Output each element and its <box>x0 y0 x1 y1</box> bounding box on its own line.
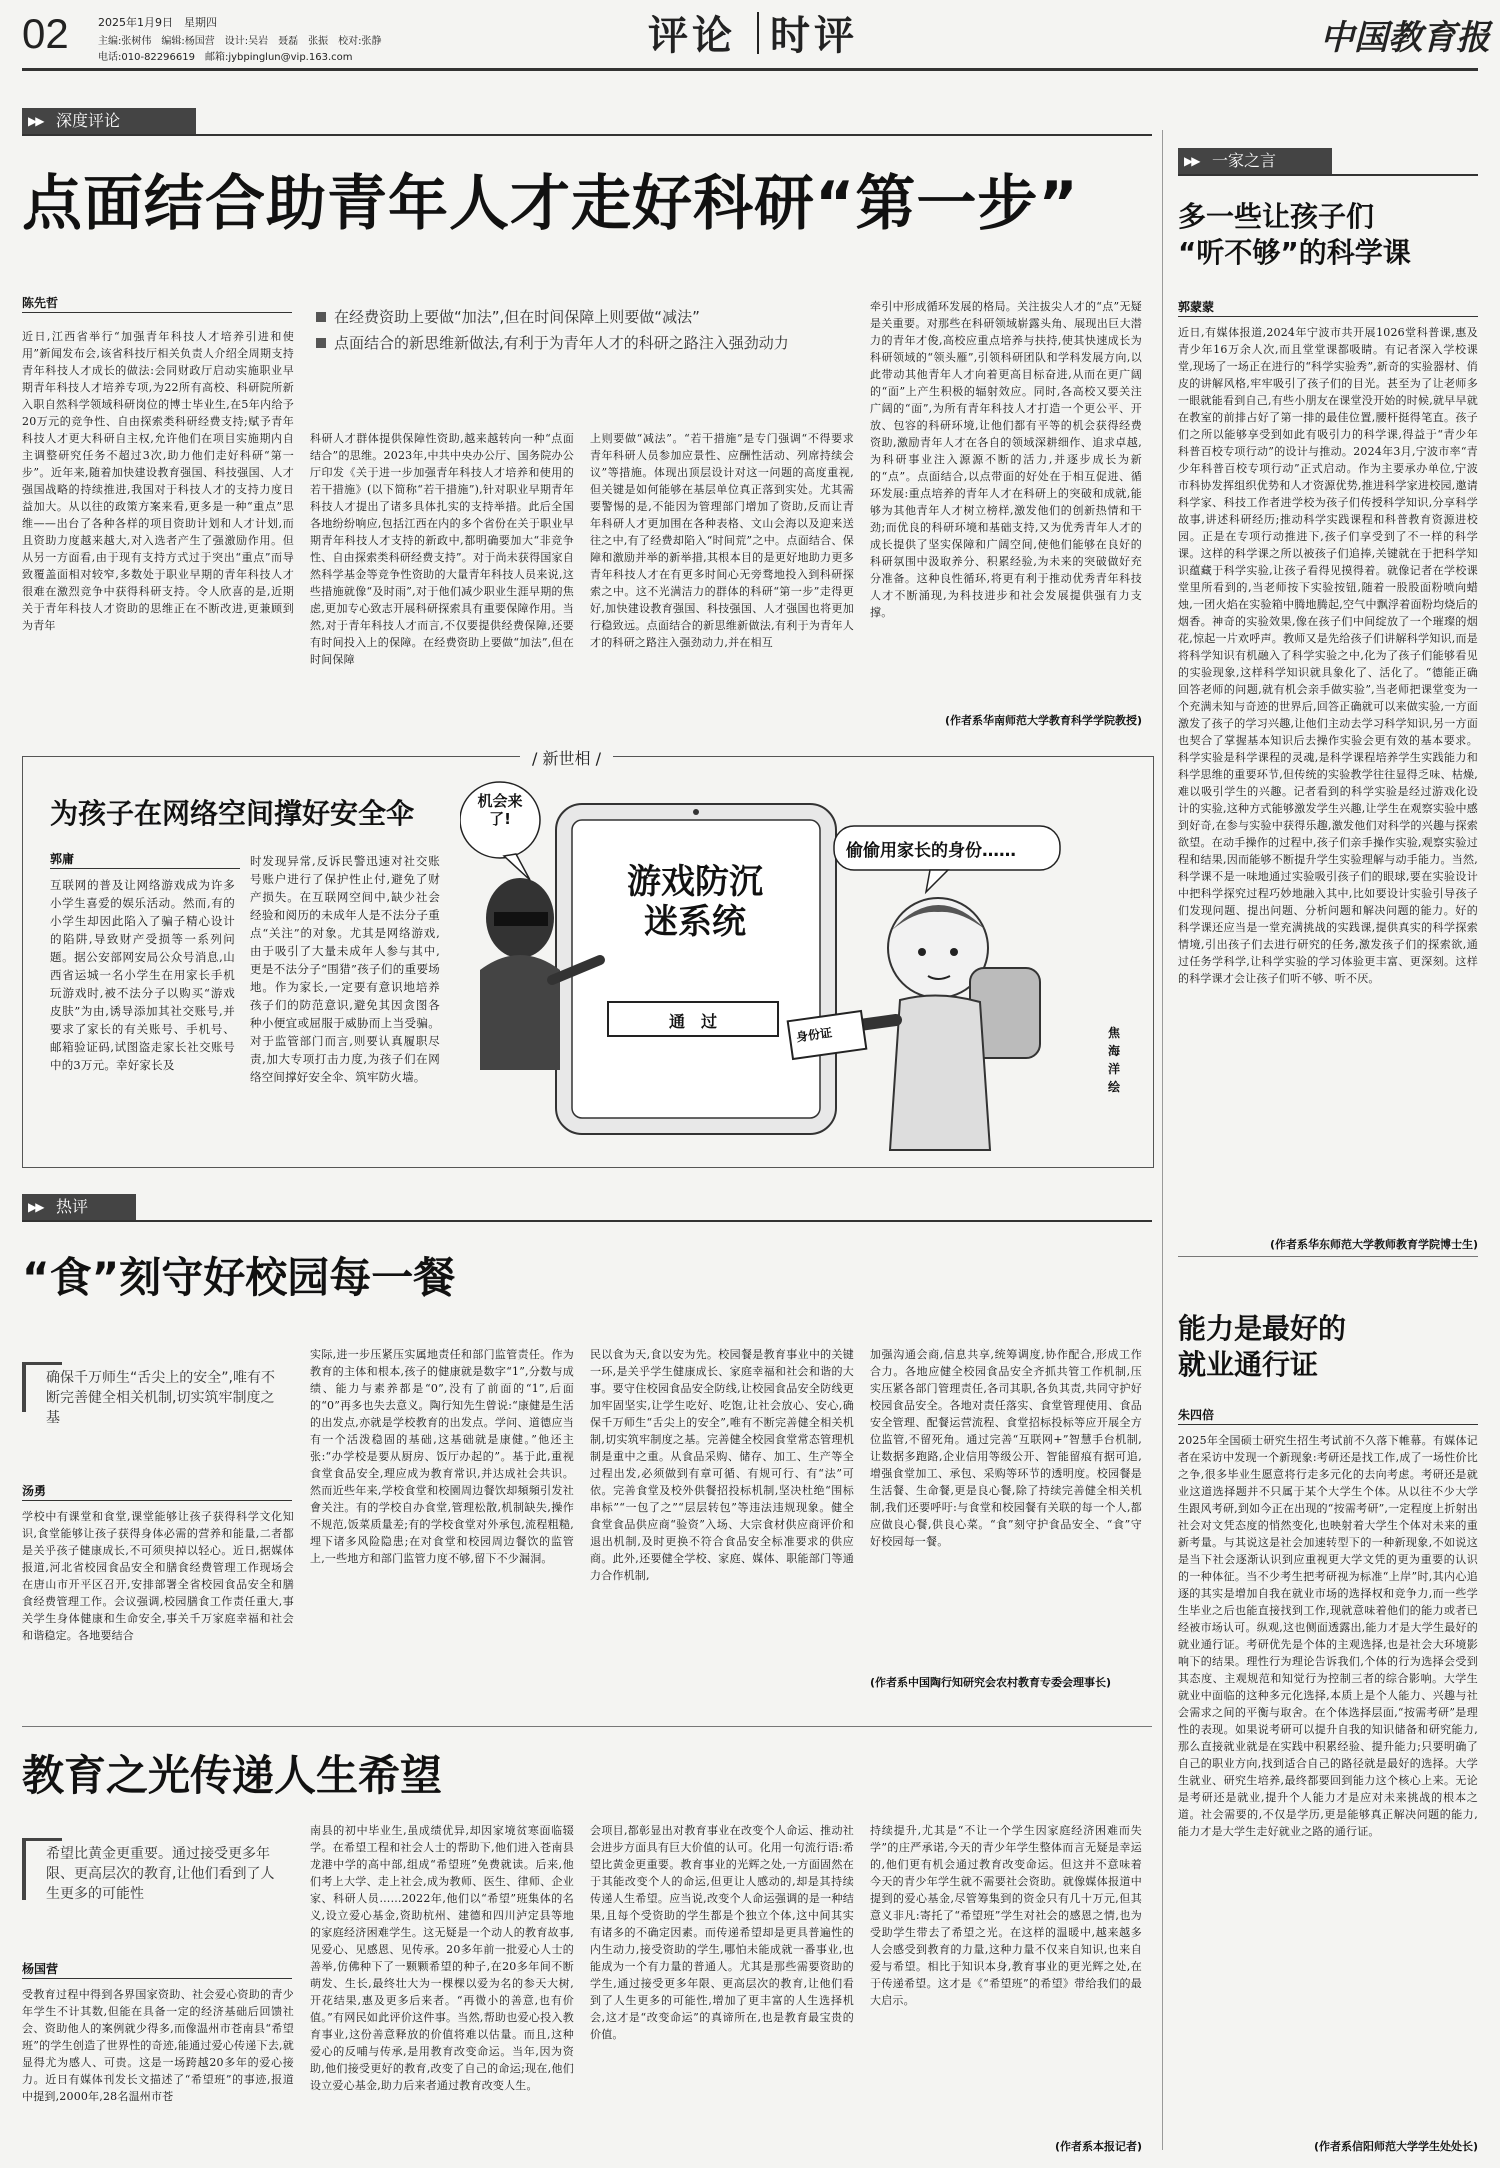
food-byline: 汤勇 <box>22 1484 47 1498</box>
section-title: 评论 <box>648 13 736 59</box>
column-separator <box>1162 130 1163 2150</box>
headline-main: 点面结合助青年人才走好科研“第一步” <box>22 169 1079 239</box>
contact-line: 电话:010-82296619 邮箱:jybpinglun@vip.163.com <box>98 52 353 63</box>
light-col-1: 受教育过程中得到各界国家资助、社会爱心资助的青少年学生不计其数,但能在具备一定的经济基础后回馈社会、资助他人的案例就少得多,而像温州市苍南县“希望班”的学生创造了世界性的奇迹,能通过爱心传递下去,就显得尤为感人、可贵。这是一场跨越20多年的爱心接力。近日有媒体刊发长文描述了“希望班”的事迹,报道中提到,2000年,28名温州市苍 <box>22 1988 294 2103</box>
lede-bullet-1 <box>316 312 326 322</box>
food-lede-bar-top <box>22 1362 62 1365</box>
main-col-2: 科研人才群体提供保障性资助,越来越转向一种“点面结合”的思维。2023年,中共中央办公厅、国务院办公厅印发《关于进一步加强青年科技人才培养和使用的若干措施》(以下简称“若干措施”),针对职业早期青年科技人才提出了诸多具体扎实的支持举措。此后全国各地纷纷响应,包括江西在内的多个省份在关于职业早期青年科技人才支持的新政中,都明确要加大“非竞争性、自由探索类科研经费支持”。对于尚未获得国家自然科学基金等竞争性资助的大量青年科技人员来说,这些措施就像“及时雨”,对于他们减少职业生涯早期的焦虑,更加专心致志开展科研探索具有重要保障作用。当然,对于青年科技人才而言,不仅要提供经费保障,还要有时间投入上的保障。在经费资助上要做“加法”,但在时间保障 <box>310 432 574 666</box>
section-rule <box>22 1726 1152 1727</box>
section-subtitle: 时评 <box>770 13 858 59</box>
headline-food: “食”刻守好校园每一餐 <box>22 1253 456 1302</box>
tablet-text: 游戏防沉迷系统 <box>627 862 763 942</box>
cartoon-col-1: 互联网的普及让网络游戏成为许多小学生喜爱的娱乐活动。然而,有的小学生却因此陷入了骗子精心设计的陷阱,导致财产受损等一系列问题。据公安部网安局公众号消息,山西省运城一名小学生在用家长手机玩游戏时,被不法分子以购买“游戏皮肤”为由,诱导添加其社交账号,并要求了家长的有关账号、手机号、邮箱验证码,试图盗走家长社交账号中的3万元。幸好家长及 <box>50 878 235 1072</box>
masthead-rule <box>22 68 1478 71</box>
staff-line: 主编:张树伟 编辑:杨国营 设计:吴岩 聂磊 张振 校对:张静 <box>98 36 382 47</box>
arrow-icon: ▶▶ <box>1184 154 1199 168</box>
cartoon-col-2: 时发现异常,反诉民警迅速对社交账号账户进行了保护性止付,避免了财产损失。在互联网空间中,缺少社会经验和阅历的未成年人是不法分子重点“关注”的对象。尤其是网络游戏,由于吸引了大量未成年人参与其中,更是不法分子“围猎”孩子们的重要场地。作为家长,一定要有意识地培养孩子们的防范意识,避免其因贪图各种小便宜或屈服于威胁而上当受骗。对于监管部门而言,则要认真履职尽责,加大专项打击力度,为孩子们在网络空间撑好安全伞、筑牢防火墙。 <box>250 854 440 1084</box>
sidebar-headline-2a: 能力是最好的 <box>1178 1312 1347 1345</box>
cartoon-headline: 为孩子在网络空间撑好安全伞 <box>50 797 415 830</box>
food-credit: (作者系中国陶行知研究会农村教育专委会理事长) <box>870 1676 1112 1689</box>
lede-line-2: 点面结合的新思维新做法,有利于为青年人才的科研之路注入强劲动力 <box>334 334 789 352</box>
sidebar-text-1: 近日,有媒体报道,2024年宁波市共开展1026堂科普课,惠及青少年16万余人次,而且堂堂课都吸睛。有记者深入学校课堂,现场了一场正在进行的“科学实验秀”,新奇的实验器材、俏皮的讲解风格,牢牢吸引了孩子们的目光。甚至为了让老师多一眼就能看到自己,有些小朋友在课堂没开始的时候,就早早就在教室的前排占好了第一排的最佳位置,腰杆挺得笔直。孩子们之所以能够享受到如此有吸引力的科学课,得益于“青少年科普百校专项行动”的设计与推动。2024年3月,宁波市率“青少年科普百校专项行动”正式启动。作为主要承办单位,宁波市科协发挥组织优势和人才资源优势,推进科学家进校园,邀请科学家、科技工作者进学校为孩子们传授科学知识,分享科学故事,讲述科研经历;推动科学实践课程和科普教育资源进校园。正是在专项行动推进下,孩子们享受到了不一样的科学课。这样的科学课之所以被孩子们追捧,关键就在于把科学知识蕴藏于科学实验,让孩子看得见摸得着。就像记者在学校课堂里所看到的,当老师按下实验按钮,随着一股股面粉喷向蜡烛,一团火焰在实验箱中腾地腾起,空气中飘浮着面粉均烧后的烟香。神奇的实验效果,像在孩子们中间绽放了一个璀璨的烟花,惊起一片欢呼声。教师又是先给孩子们讲解科学知识,而是将科学知识有机融入了科学实验之中,化为了孩子们能够看见的实验现象,这样科学知识就具象化了、活化了。“德能正确回答老师的问题,就有机会亲手做实验”,当老师把课堂变为一个充满未知与奇迹的世界后,回答正确就可以来做实验,一方面激发了孩子的学习兴趣,让他们主动去学习科学知识,另一方面也契合了掌握基本知识后去操作实验会更有效的基本要求。科学实验是科学课程的灵魂,是科学课程培养学生实践能力和科学思维的重要环节,但传统的实验教学往往显得乏味、枯燥,难以吸引学生的兴趣。记者看到的科学实验是经过游戏化设计的实验,这种方式能够激发学生兴趣,让学生在观察实验中感到好奇,在参与实验中获得乐趣,激发他们对科学的兴趣与探索欲望。在动手操作的过程中,孩子们亲手操作实验,观察实验过程和结果,因而能够不断提升学生实验理解与动手能力。当然,科学课不是一味地通过实验吸引孩子们的眼球,要在实验设计中把科学探究过程巧妙地融入其中,比如要设计实验引导孩子们发现问题、提出问题、分析问题和解决问题的能力。好的科学课还应当是一堂充满挑战的实践课,提供真实的科学探索情境,引出孩子们去进行研究的任务,激发孩子们的探索欲,通过任务学科学,让科学实验的学习体验更丰富、更深刻。这样的科学课才会让孩子们听不够、听不厌。 <box>1178 326 1478 985</box>
light-col-2: 南县的初中毕业生,虽成绩优异,却因家境贫寒面临辍学。在希望工程和社会人士的帮助下,他们进入苍南县龙港中学的高中部,组成“希望班”免费就读。后来,他们考上大学、走上社会,成为教师、医生、律师、企业家、科研人员……2022年,他们以“希望”班集体的名义,设立爱心基金,资助杭州、建德和四川泸定县等地的家庭经济困难学生。这无疑是一个动人的教育故事,见爱心、见感恩、见传承。20多年前一批爱心人士的善举,仿佛种下了一颗颗希望的种子,在20多年间不断萌发、生长,最终壮大为一棵棵以爱为名的参天大树,开花结果,惠及更多后来者。“再微小的善意,也有价值。”有网民如此评价这件事。当然,帮助也爱心投入教育事业,这份善意释放的价值将难以估量。而且,这种爱心的反哺与传承,是用教育改变命运。当年,因为资助,他们接受更好的教育,改变了自己的命运;现在,他们设立爱心基金,助力后来者通过教育改变人生。 <box>310 1824 574 2092</box>
section-tag-sidebar: ▶▶ 一家之言 <box>1178 148 1332 174</box>
light-lede: 希望比黄金更重要。通过接受更多年限、更高层次的教育,让他们看到了人生更多的可能性 <box>46 1846 275 1902</box>
section-tag-deep: ▶▶ 深度评论 <box>22 108 196 134</box>
light-col-3: 会项目,都彰显出对教育事业在改变个人命运、推动社会进步方面具有巨大价值的认可。化用一句流行语:希望比黄金更重要。教育事业的光辉之处,一方面固然在于其能改变个人的命运,但更让人感动的,却是其持续传递人生希望。应当说,改变个人命运强调的是一种结果,且每个受资助的学生都是个独立个体,这中间其实有诸多的不确定因素。而传递希望却是更具普遍性的内生动力,接受资助的学生,哪怕未能成就一番事业,也能成为一个有力量的普通人。尤其是那些需要资助的学生,通过接受更多年限、更高层次的教育,让他们看到了人生更多的可能性,增加了更丰富的人生选择机会,这才是“改变命运”的真谛所在,也是教育最宝贵的价值。 <box>590 1824 854 2041</box>
main-col-1: 近日,江西省举行“加强青年科技人才培养引进和使用”新闻发布会,该省科技厅相关负责人介绍全周期支持青年科技人才成长的做法:会同财政厅启动实施职业早期青年科技人才培养专项,为22所有高校、科研院所新入职自然科学领域科研岗位的博士毕业生,在5年内给予20万元的竞争性、自由探索类科研经费支持;赋予青年科技人才更大科研自主权,允许他们在项目实施期内自主调整研究任务不超过3次,助力他们走好科研“第一步”。近年来,随着加快建设教育强国、科技强国、人才强国战略的持续推进,我国对于科技人才的支持力度日益加大。从以往的政策方案来看,更多是一种“重点”思维——出台了各种各样的项目资助计划和人才计划,而且资助力度越来越大,对入选者产生了强激励作用。但从另一方面看,由于现有支持方式过于突出“重点”而导致覆盖面相对较窄,多数处于职业早期的青年科技人才很难在激烈竞争中获得科研支持。令人欣喜的是,近期关于青年科技人才资助的思维正在不断改进,更兼顾到为青年 <box>22 330 294 632</box>
bubble-left-text: 机会来了! <box>477 792 523 828</box>
tag-rule <box>22 1220 1152 1222</box>
food-col-3: 民以食为天,食以安为先。校园餐是教育事业中的关键一环,是关乎学生健康成长、家庭幸福和社会和谐的大事。要守住校园食品安全防线,让校园食品安全防线更加牢固坚实,让学生吃好、吃饱,让社会放心、安心,确保千万师生“舌尖上的安全”,唯有不断完善健全相关机制,切实筑牢制度之基。完善健全校园食堂常态管理机制是重中之重。从食品采购、储存、加工、生产等全过程出发,必须做到有章可循、有规可行、有“法”可依。完善食堂及校外供餐招投标机制,坚决杜绝“围标串标”“一包了之”“层层转包”等违法违规现象。健全食堂食品供应商“验资”入场、大宗食材供应商评价和退出机制,及时更换不符合食品安全标准要求的供应商。此外,还要健全学校、家庭、媒体、职能部门等通力合作机制, <box>590 1348 854 1582</box>
cartoon-byline: 郭庸 <box>50 852 75 866</box>
pass-button: 通 过 <box>668 1012 717 1031</box>
sidebar-byline-1: 郭蒙蒙 <box>1178 300 1215 314</box>
sidebar-credit-1: (作者系华东师范大学教师教育学院博士生) <box>1269 1238 1478 1251</box>
light-lede-bar-top <box>22 1838 62 1841</box>
food-lede: 确保千万师生“舌尖上的安全”,唯有不断完善健全相关机制,切实筑牢制度之基 <box>46 1370 275 1426</box>
page-number: 02 <box>22 10 69 57</box>
bubble-right-text: 偷偷用家长的身份…… <box>846 841 1016 861</box>
main-col-3: 上则要做“减法”。“若干措施”是专门强调“不得要求青年科研人员参加应景性、应酬性活动、列席持续会议”等措施。体现出顶层设计对这一问题的高度重视,但关键是如何能够在基层单位真正落到实处。尤其需要警惕的是,不能因为管理部门增加了资助,反而让青年科研人才更加围在各种表格、文山会海以及迎来送往之中,有了经费却陷入“时间荒”之中。点面结合、保障和激励并举的新举措,其根本目的是更好地助力更多青年科技人才在有更多时间心无旁骛地投入到科研探索之中。这不光满洁力的群体的科研“第一步”走得更好,加快建设教育强国、科技强国、人才强国也将更加行稳致远。点面结合的新思维新做法,有利于为青年人才的科研之路注入强劲动力,并在相互 <box>590 432 854 649</box>
byline-main: 陈先哲 <box>22 296 59 310</box>
food-col-1: 学校中有课堂和食堂,课堂能够让孩子获得科学文化知识,食堂能够让孩子获得身体必需的营养和能量,二者都是关乎孩子健康成长,不可须臾掉以轻心。近日,据媒体报道,河北省校园食品安全和膳食经费管理工作现场会在唐山市开平区召开,安排部署全省校园食品安全和膳食经费管理工作。会议强调,校园膳食工作责任重大,事关学生身体健康和生命安全,事关千万家庭幸福和社会和谐稳定。各地要结合 <box>22 1510 294 1642</box>
tag-rule <box>22 134 1152 136</box>
byline-rule <box>22 1978 292 1979</box>
cartoon-section-label: / 新世相 / <box>520 746 613 769</box>
lede-line-1: 在经费资助上要做“加法”,但在时间保障上则要做“减法” <box>334 308 700 326</box>
light-col-4: 持续提升,尤其是“不让一个学生因家庭经济困难而失学”的庄严承诺,今天的青少年学生整体而言无疑是幸运的,他们更有机会通过教育改变命运。但这并不意味着今天的青少年学生就不需要社会资助。就像媒体报道中提到的爱心基金,尽管筹集到的资金只有几十万元,但其意义非凡:寄托了“希望班”学生对社会的感恩之情,也为受助学生带去了希望之光。在这样的温暖中,越来越多人会感受到教育的力量,这种力量不仅来自知识,也来自爱与希望。相比于知识本身,教育事业的更光辉之处,在于传递希望。这才是《“希望班”的希望》带给我们的最大启示。 <box>870 1824 1142 2007</box>
sidebar-headline-2b: 就业通行证 <box>1178 1348 1319 1381</box>
sidebar-text-2: 2025年全国硕士研究生招生考试前不久落下帷幕。有媒体记者在采访中发现一个新现象:考研还是找工作,成了一场性价比之争,很多毕业生愿意将行走多元化的去向考虑。考研还是就业这道选择题并不只属于某个大学生个体。从以往不少大学生跟风考研,到如今正在出现的“按需考研”,一定程度上折射出社会对文凭态度的悄然变化,也映射着大学生个体对未来的重新考量。与其说这是社会加速转型下的一种新现象,不如说这是当下社会逐渐认识到应重视更大学文凭的更为重要的认识的一种体征。当不少考生把考研视为标准“上岸”时,其内心追逐的其实是增加自我在就业市场的选择权和竞争力,而一些学生毕业之后也能直接找到工作,现就意味着他们的能力或者已经被市场认可。纵观,这也侧面透露出,能力才是大学生最好的就业通行证。考研优先是个体的主观选择,也是社会大环境影响下的结果。理性行为理论告诉我们,个体的行为选择会受到其态度、主观规范和知觉行为控制三者的综合影响。大学生就业中面临的这种多元化选择,本质上是个人能力、兴趣与社会需求之间的平衡与取舍。在个体选择层面,“按需考研”是理性的表现。如果说考研可以提升自我的知识储备和研究能力,那么直接就业就是在实践中积累经验、提升能力;只要明确了自己的职业方向,找到适合自己的路径就是最好的选择。大学生就业、研究生培养,最终都要回到能力这个核心上来。无论是考研还是就业,提升个人能力才是应对未来挑战的根本之道。社会需要的,不仅是学历,更是能够真正解决问题的能力,能力才是大学生走好就业之路的通行证。 <box>1178 1434 1478 1838</box>
light-byline: 杨国营 <box>22 1962 59 1976</box>
cartoon-drawing <box>460 770 1140 1160</box>
issue-date: 2025年1月9日 星期四 <box>98 16 217 29</box>
main-credit: (作者系华南师范大学教育科学学院教授) <box>944 714 1142 727</box>
headline-light: 教育之光传递人生希望 <box>22 1751 443 1800</box>
section-tag-hot: ▶▶ 热评 <box>22 1194 136 1220</box>
byline-rule <box>22 312 292 313</box>
light-credit: (作者系本报记者) <box>1054 2140 1142 2153</box>
sidebar-credit-2: (作者系信阳师范大学学生处处长) <box>1313 2140 1478 2153</box>
byline-rule <box>1178 316 1478 317</box>
food-col-4: 加强沟通会商,信息共享,统筹调度,协作配合,形成工作合力。各地应健全校园食品安全齐抓共管工作机制,压实压紧各部门管理责任,各司其职,各负其责,共同守护好校园食品安全。各地对责任落实、食堂管理使用、食品安全管理、配餐运营流程、食堂招标投标等应开展全方位监管,不留死角。通过完善“互联网+”智慧手台机制,让数据多跑路,企业信用等级公开、智能留痕有据可追,增强食堂加工、承包、采购等环节的透明度。校园餐是生活餐、生命餐,更是良心餐,除了持续完善健全相关机制,我们还要呼吁:与食堂和校园餐有关联的每一个人,都应做良心餐,供良心菜。“食”刻守护食品安全、“食”守好校园每一餐。 <box>870 1348 1142 1548</box>
tag-rule <box>1178 174 1478 176</box>
masthead <box>0 0 1500 68</box>
artist-credit: 焦海洋 绘 <box>1108 1026 1133 1094</box>
byline-rule <box>22 1500 292 1501</box>
main-col-4: 牵引中形成循环发展的格局。关注拔尖人才的“点”无疑是关重要。对那些在科研领域崭露头角、展现出巨大潜力的青年才俊,高校应重点培养与扶持,使其快速成长为科研领域的“领头雁”,引领科研团队和学科发展方向,以此带动其他青年人才向着更高目标奋进,从而在更广阔的“面”上产生积极的辐射效应。同时,各高校又要关注广阔的“面”,为所有青年科技人才打造一个更公平、开放、包容的科研环境,让他们都有平等的机会获得经费资助,激励青年人才在各自的领域深耕细作、追求卓越,为科研事业注入源源不断的活力,并逐步成长为新的“点”。点面结合,以点带面的好处在于相互促进、循环发展:重点培养的青年人才在科研上的突破和成就,能够为其他青年人才树立榜样,激发他们的创新热情和干劲;而优良的科研环境和基础支持,又为优秀青年人才的成长提供了坚实保障和广阔空间,使他们能够在良好的科研氛围中汲取养分、积累经验,为未来的突破做好充分准备。这种良性循环,将更有利于推动优秀青年科技人才不断涌现,为科技进步和社会发展提供强有力支撑。 <box>870 300 1142 619</box>
sidebar-byline-2: 朱四倍 <box>1178 1408 1215 1422</box>
section-divider <box>757 12 759 54</box>
lede-bullet-2 <box>316 338 326 348</box>
sidebar-headline-1b: “听不够”的科学课 <box>1178 236 1411 269</box>
byline-rule <box>50 868 240 869</box>
sidebar-headline-1a: 多一些让孩子们 <box>1178 200 1375 233</box>
lede-box <box>316 308 846 390</box>
sidebar-rule <box>1178 1256 1478 1257</box>
paper-name: 中国教育报 <box>1320 18 1490 58</box>
arrow-icon: ▶▶ <box>28 1200 43 1214</box>
light-lede-bar <box>22 1840 26 1900</box>
food-lede-bar <box>22 1364 26 1412</box>
cartoon-illustration <box>460 770 1140 1160</box>
arrow-icon: ▶▶ <box>28 114 43 128</box>
food-col-2: 实际,进一步压紧压实属地责任和部门监管责任。作为教育的主体和根本,孩子的健康就是数字“1”,分数与成绩、能力与素养都是“0”,没有了前面的“1”,后面的“0”再多也失去意义。陶行知先生曾说:“康健是生活的出发点,亦就是学校教育的出发点。学问、道德应当有一个活泼稳固的基础,这基础就是康健。”他还主张:“办学校是要从厨房、饭厅办起的”。基于此,重视食堂食品安全,理应成为教育常识,并达成社会共识。然而近些年来,学校食堂和校園周边餐饮却頻頻引发社會关注。有的学校自办食堂,管理松散,机制缺失,操作不规范,饭菜质量差;有的学校食堂对外承包,流程粗糙,埋下诸多风险隐患;在对食堂和校园周边餐饮的监管上,一些地方和部门监管力度不够,留下不少漏洞。 <box>310 1348 574 1565</box>
id-card-text: 身份证 <box>795 1025 833 1045</box>
byline-rule <box>1178 1424 1478 1425</box>
